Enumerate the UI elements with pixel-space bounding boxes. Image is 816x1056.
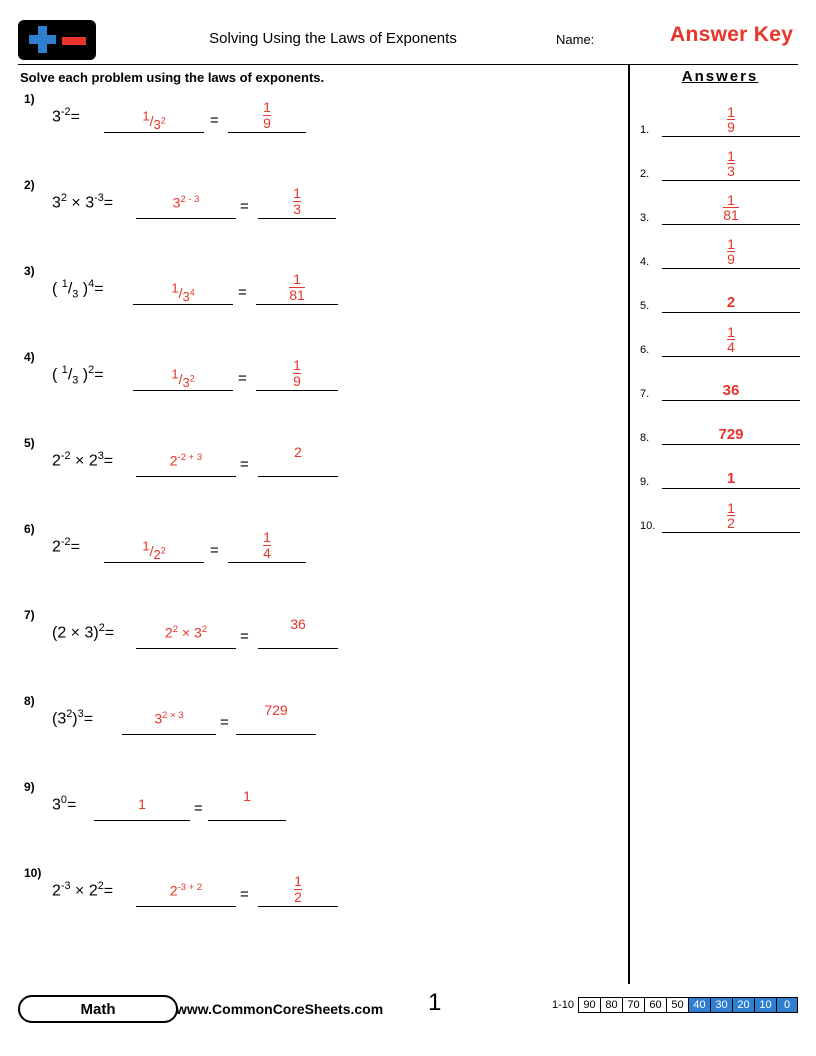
work-blank-line[interactable] [136, 906, 236, 907]
equals-sign: = [220, 714, 229, 731]
work-blank-line[interactable] [122, 734, 216, 735]
problem-expression: ( $^1/_3$ )$^2$= [52, 364, 104, 387]
work-blank-line[interactable] [136, 476, 236, 477]
final-blank-line[interactable] [256, 390, 338, 391]
work-answer: $1/3^4$ [171, 280, 195, 305]
answer-rows [640, 93, 800, 533]
answers-title: Answers [681, 68, 759, 85]
problem-item [18, 522, 618, 608]
problem-item [18, 92, 618, 178]
equals-sign: = [240, 198, 249, 215]
answer-index: 2. [640, 168, 650, 180]
plus-icon-bar [29, 35, 56, 44]
answer-index: 6. [640, 344, 650, 356]
problem-item [18, 694, 618, 780]
answer-value: $\frac{1}{9}$ [727, 235, 735, 268]
final-answer: $\frac{1}{2}$ [294, 873, 302, 905]
equals-sign: = [210, 112, 219, 129]
instructions-text: Solve each problem using the laws of exponents. [20, 70, 325, 85]
scale-cell: 90 [578, 997, 600, 1013]
answer-row [640, 225, 800, 269]
problem-number: 7) [24, 608, 35, 622]
final-blank-line[interactable] [258, 218, 336, 219]
answer-index: 9. [640, 476, 650, 488]
final-answer: 1 [243, 788, 251, 804]
answer-value: $\frac{1}{3}$ [727, 147, 735, 180]
scale-cell: 70 [622, 997, 644, 1013]
grading-scale [552, 997, 798, 1013]
answer-index: 7. [640, 388, 650, 400]
final-answer: 36 [290, 616, 306, 632]
scale-cell: 30 [710, 997, 732, 1013]
answer-row [640, 357, 800, 401]
answers-panel [640, 68, 800, 533]
problem-number: 3) [24, 264, 35, 278]
final-blank-line[interactable] [256, 304, 338, 305]
answer-row [640, 137, 800, 181]
scale-range-label: 1-10 [551, 999, 574, 1011]
problem-item [18, 608, 618, 694]
problem-item [18, 436, 618, 522]
final-blank-line[interactable] [258, 906, 338, 907]
problem-item [18, 780, 618, 866]
scale-cell: 10 [754, 997, 776, 1013]
problem-number: 9) [24, 780, 35, 794]
work-answer: $1/3^2$ [142, 108, 166, 133]
equals-sign: = [240, 886, 249, 903]
work-answer: 1 [138, 796, 146, 812]
subject-badge: Math [18, 995, 178, 1023]
problem-number: 6) [24, 522, 35, 536]
work-answer: $2^{-3 + 2}$ [169, 882, 203, 899]
work-answer: $2^2 \times 3^2$ [164, 624, 208, 641]
final-blank-line[interactable] [258, 648, 338, 649]
work-answer: $1/3^2$ [171, 366, 195, 391]
answer-row [640, 401, 800, 445]
scale-cell: 50 [666, 997, 688, 1013]
scale-cell: 20 [732, 997, 754, 1013]
work-blank-line[interactable] [94, 820, 190, 821]
problem-expression: $2^{-2}=$ [52, 536, 80, 556]
commoncoresheets-logo [18, 20, 96, 60]
name-label: Name: [556, 32, 595, 47]
problem-number: 5) [24, 436, 35, 450]
answer-key-badge: Answer Key [670, 23, 794, 46]
answer-index: 8. [640, 432, 650, 444]
final-answer: 729 [264, 702, 288, 718]
scale-cell: 0 [776, 997, 798, 1013]
final-blank-line[interactable] [258, 476, 338, 477]
answer-row [640, 181, 800, 225]
final-answer: $\frac{1}{81}$ [289, 271, 305, 303]
answer-row [640, 489, 800, 533]
equals-sign: = [238, 284, 247, 301]
problem-expression: $2^{-2} \times 2^3=$ [52, 450, 114, 470]
answer-value: 2 [726, 294, 736, 311]
page-header [18, 20, 798, 62]
problem-expression: $(3^2)^3=$ [52, 708, 94, 728]
scale-cells [578, 997, 798, 1013]
answer-row [640, 313, 800, 357]
work-answer: $3^{2 \times 3}$ [154, 710, 184, 727]
scale-cell: 40 [688, 997, 710, 1013]
final-answer: 2 [294, 444, 302, 460]
page-footer [18, 989, 798, 1039]
answer-value: $\frac{1}{4}$ [727, 323, 735, 356]
problem-expression: $3^{-2}=$ [52, 106, 80, 126]
problem-number: 10) [24, 866, 42, 880]
equals-sign: = [194, 800, 203, 817]
problem-list [18, 92, 618, 952]
problem-expression: $3^0=$ [52, 794, 77, 814]
answer-value: 729 [718, 426, 744, 443]
final-answer: $\frac{1}{9}$ [263, 99, 271, 131]
final-blank-line[interactable] [208, 820, 286, 821]
answer-row [640, 269, 800, 313]
equals-sign: = [240, 456, 249, 473]
minus-icon [62, 37, 86, 45]
website-url[interactable]: www.CommonCoreSheets.com [176, 1001, 384, 1017]
problem-item [18, 264, 618, 350]
problem-expression: $2^{-3} \times 2^2=$ [52, 880, 114, 900]
answer-value: $\frac{1}{2}$ [727, 499, 735, 532]
answer-value: 36 [722, 382, 740, 399]
final-answer: $\frac{1}{9}$ [293, 357, 301, 389]
answer-index: 1. [640, 124, 650, 136]
answer-line[interactable] [662, 532, 800, 533]
page-number: 1 [428, 989, 442, 1016]
problem-number: 1) [24, 92, 35, 106]
equals-sign: = [240, 628, 249, 645]
vertical-divider [628, 64, 630, 984]
problem-expression: $(2 \times 3)^2=$ [52, 622, 115, 642]
final-blank-line[interactable] [236, 734, 316, 735]
scale-cell: 60 [644, 997, 666, 1013]
work-answer: $2^{-2 + 3}$ [169, 452, 203, 469]
scale-cell: 80 [600, 997, 622, 1013]
final-blank-line[interactable] [228, 132, 306, 133]
answer-index: 10. [640, 520, 656, 532]
equals-sign: = [210, 542, 219, 559]
answer-value: 1 [726, 470, 736, 487]
work-blank-line[interactable] [136, 218, 236, 219]
problem-item [18, 178, 618, 264]
header-divider [18, 64, 798, 65]
problem-number: 8) [24, 694, 35, 708]
work-answer: $1/2^2$ [142, 538, 166, 563]
answer-index: 4. [640, 256, 650, 268]
work-blank-line[interactable] [136, 648, 236, 649]
problem-expression: ( $^1/_3$ )$^4$= [52, 278, 104, 301]
final-answer: $\frac{1}{3}$ [293, 185, 301, 217]
final-answer: $\frac{1}{4}$ [263, 529, 271, 561]
work-answer: 3$^{2 - 3}$ [172, 194, 200, 211]
equals-sign: = [238, 370, 247, 387]
problem-number: 4) [24, 350, 35, 364]
answer-value: $\frac{1}{9}$ [727, 103, 735, 136]
answer-index: 3. [640, 212, 650, 224]
problem-item [18, 866, 618, 952]
problem-item [18, 350, 618, 436]
final-blank-line[interactable] [228, 562, 306, 563]
answer-row [640, 445, 800, 489]
answer-row [640, 93, 800, 137]
problem-expression: $3^2 \times 3^{-3}=$ [52, 192, 114, 212]
answer-index: 5. [640, 300, 650, 312]
page-title: Solving Using the Laws of Exponents [209, 30, 457, 47]
answer-value: $\frac{1}{81}$ [723, 191, 739, 224]
problem-number: 2) [24, 178, 35, 192]
